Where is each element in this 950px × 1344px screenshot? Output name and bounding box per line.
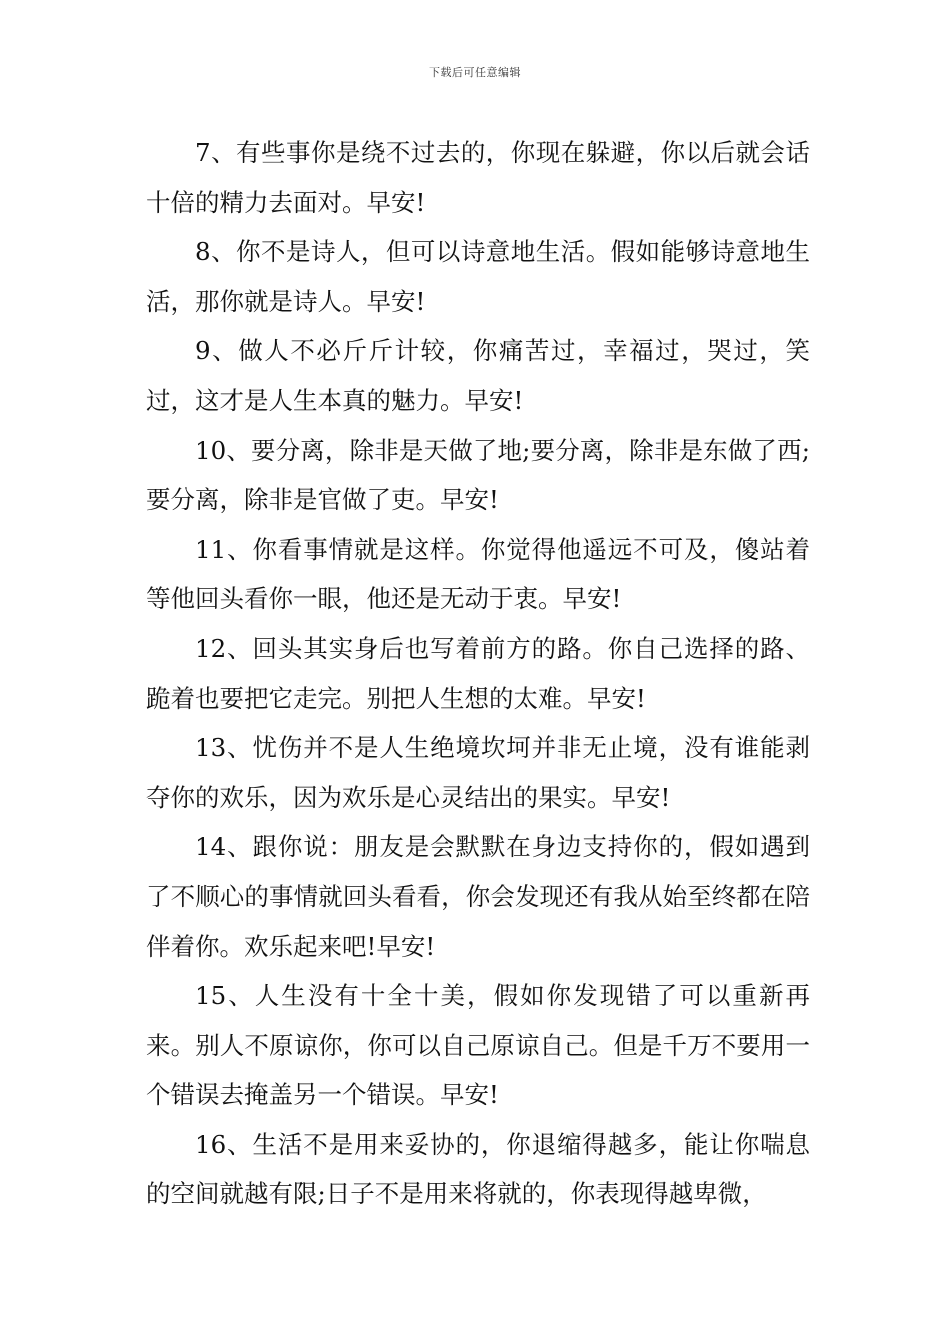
page-header: 下载后可任意编辑 <box>429 66 521 79</box>
paragraph-16: 16、生活不是用来妥协的，你退缩得越多，能让你喘息的空间就越有限;日子不是用来将就的，你表现得越卑微， <box>146 1129 810 1209</box>
paragraph-12: 12、回头其实身后也写着前方的路。你自己选择的路、跪着也要把它走完。别把人生想的太难。早安! <box>146 633 810 713</box>
paragraph-11: 11、你看事情就是这样。你觉得他遥远不可及，傻站着等他回头看你一眼，他还是无动于衷。早安! <box>146 534 810 614</box>
paragraph-9: 9、做人不必斤斤计较，你痛苦过，幸福过，哭过，笑过，这才是人生本真的魅力。早安! <box>146 336 810 415</box>
paragraph-7: 7、有些事你是绕不过去的，你现在躲避，你以后就会话十倍的精力去面对。早安! <box>146 138 810 217</box>
paragraph-15: 15、人生没有十全十美，假如你发现错了可以重新再来。别人不原谅你，你可以自己原谅自己。但是千万不要用一个错误去掩盖另一个错误。早安! <box>146 981 810 1110</box>
paragraph-13: 13、忧伤并不是人生绝境坎坷并非无止境，没有谁能剥夺你的欢乐，因为欢乐是心灵结出的果实。早安! <box>146 733 810 812</box>
paragraph-14: 14、跟你说：朋友是会默默在身边支持你的，假如遇到了不顺心的事情就回头看看，你会发现还有我从始至终都在陪伴着你。欢乐起来吧!早安! <box>146 832 810 961</box>
paragraph-8: 8、你不是诗人，但可以诗意地生活。假如能够诗意地生活，那你就是诗人。早安! <box>146 237 810 316</box>
paragraph-10: 10、要分离，除非是天做了地;要分离，除非是东做了西;要分离，除非是官做了吏。早安! <box>146 435 810 515</box>
document-body <box>146 128 810 1219</box>
